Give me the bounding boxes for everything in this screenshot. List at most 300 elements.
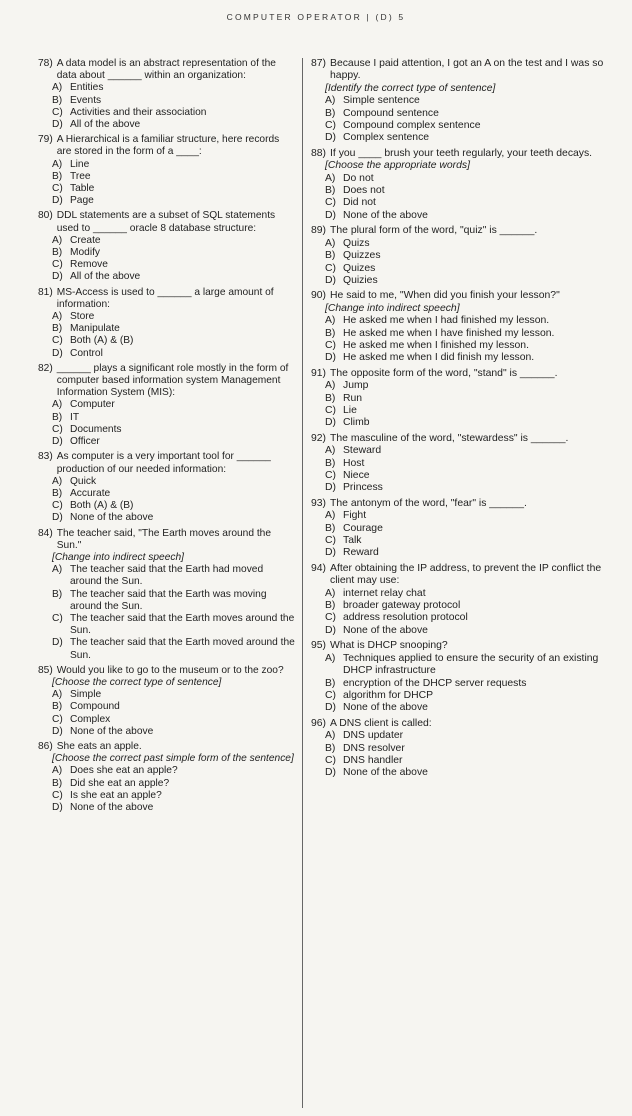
option-label: C) — [52, 259, 63, 271]
option-item — [38, 564, 296, 588]
option-list — [311, 238, 611, 288]
option-item — [38, 119, 296, 131]
option-item — [38, 726, 296, 738]
question-text: A DNS client is called: — [330, 717, 432, 729]
column-divider — [302, 58, 303, 1108]
option-list — [38, 765, 296, 814]
option-label: C) — [52, 106, 63, 118]
option-text: Both (A) & (B) — [70, 500, 134, 512]
option-item — [38, 589, 296, 613]
option-label: D) — [52, 637, 63, 649]
option-text: He asked me when I finished my lesson. — [343, 339, 529, 351]
option-item — [311, 417, 611, 429]
option-label: D) — [52, 271, 63, 283]
option-label: D) — [52, 347, 63, 359]
option-text: Create — [70, 234, 101, 246]
option-text: He asked me when I did finish my lesson. — [343, 352, 535, 364]
option-label: D) — [52, 725, 63, 737]
option-item — [311, 767, 611, 779]
option-label: D) — [325, 547, 336, 559]
option-text: Climb — [343, 417, 370, 429]
option-item — [38, 613, 296, 637]
option-list — [38, 235, 296, 284]
option-item — [311, 173, 611, 185]
option-item — [38, 412, 296, 424]
option-item — [311, 352, 611, 364]
option-item — [38, 701, 296, 713]
option-text: Does not — [343, 185, 385, 197]
question-text: Would you like to go to the museum or to the zoo? — [56, 664, 284, 676]
option-list — [311, 315, 611, 365]
option-text: Events — [70, 94, 102, 106]
option-text: DNS handler — [343, 754, 403, 766]
question-text: If you ____ brush your teeth regularly, your teeth decays. — [330, 147, 593, 159]
option-text: Computer — [70, 399, 115, 411]
question-81 — [38, 287, 296, 360]
option-text: The teacher said that the Earth was moving around the Sun. — [70, 588, 267, 612]
option-text: Both (A) & (B) — [70, 335, 134, 347]
option-text: Techniques applied to ensure the security of an existing DHCP infrastructure — [343, 652, 599, 677]
question-instruction: [Choose the appropriate words] — [325, 160, 470, 172]
question-instruction: [Change into indirect speech] — [325, 302, 460, 314]
question-stem — [311, 290, 611, 302]
option-label: C) — [325, 404, 336, 416]
option-item — [311, 250, 611, 262]
option-item — [311, 393, 611, 405]
option-label: D) — [325, 274, 336, 286]
option-label: A) — [52, 82, 63, 94]
option-item — [38, 323, 296, 335]
option-text: None of the above — [343, 209, 428, 221]
question-92 — [311, 433, 611, 495]
option-item — [311, 523, 611, 535]
option-label: A) — [52, 234, 63, 246]
option-item — [311, 275, 611, 287]
option-label: B) — [325, 600, 336, 612]
question-stem — [311, 718, 611, 730]
page-header: COMPUTER OPERATOR | (D) 5 — [226, 12, 406, 22]
option-text: Accurate — [70, 487, 111, 499]
question-number: 87) — [311, 58, 327, 69]
option-label: A) — [52, 158, 63, 170]
option-item — [311, 315, 611, 327]
option-item — [38, 512, 296, 524]
question-stem — [38, 210, 296, 234]
option-label: D) — [325, 702, 336, 714]
option-label: B) — [52, 94, 63, 106]
option-label: C) — [52, 713, 63, 725]
option-item — [38, 259, 296, 271]
option-label: B) — [325, 742, 336, 754]
option-item — [311, 238, 611, 250]
option-text: Courage — [343, 522, 383, 534]
question-text: The opposite form of the word, "stand" is ______. — [330, 367, 558, 379]
option-text: None of the above — [343, 767, 428, 779]
option-text: Does she eat an apple? — [70, 765, 178, 777]
option-item — [311, 702, 611, 714]
option-text: Table — [70, 183, 95, 195]
option-item — [38, 348, 296, 360]
option-label: A) — [325, 315, 336, 327]
option-list — [38, 564, 296, 662]
option-item — [311, 95, 611, 107]
question-instruction: [Choose the correct past simple form of the sentence] — [52, 753, 294, 765]
option-label: D) — [52, 512, 63, 524]
question-number: 88) — [311, 147, 327, 159]
question-number: 84) — [38, 527, 53, 539]
option-text: The teacher said that the Earth had moved around the Sun. — [70, 564, 264, 588]
option-item — [38, 424, 296, 436]
option-item — [311, 510, 611, 522]
option-text: Documents — [70, 423, 122, 435]
option-text: The teacher said that the Earth moves around the Sun. — [70, 612, 295, 637]
option-text: Run — [343, 392, 363, 404]
option-label: A) — [52, 765, 63, 777]
option-text: He asked me when I had finished my lesson. — [343, 315, 550, 327]
option-label: D) — [325, 417, 336, 429]
option-label: B) — [52, 323, 63, 335]
question-stem — [38, 58, 296, 82]
option-label: D) — [325, 624, 336, 636]
option-item — [38, 778, 296, 790]
option-item — [311, 470, 611, 482]
question-stem — [38, 363, 296, 400]
option-item — [311, 690, 611, 702]
question-stem — [311, 225, 611, 237]
option-item — [38, 183, 296, 195]
option-item — [38, 95, 296, 107]
option-label: B) — [325, 392, 336, 404]
option-item — [311, 185, 611, 197]
option-item — [311, 210, 611, 222]
option-text: IT — [70, 411, 80, 423]
option-item — [38, 271, 296, 283]
question-stem — [38, 451, 296, 475]
option-list — [311, 380, 611, 430]
option-list — [38, 399, 296, 448]
question-text: The teacher said, "The Earth moves around the Sun." — [56, 527, 272, 551]
option-item — [38, 790, 296, 802]
question-stem — [311, 563, 611, 588]
option-text: Control — [70, 347, 103, 359]
option-text: Host — [343, 457, 365, 469]
option-text: Quizs — [343, 237, 370, 249]
option-item — [311, 380, 611, 392]
question-number: 85) — [38, 664, 53, 676]
option-text: DNS updater — [343, 730, 404, 742]
question-stem — [38, 528, 296, 552]
option-text: Simple — [70, 689, 102, 701]
option-list — [311, 730, 611, 780]
option-text: None of the above — [70, 801, 154, 813]
option-text: Simple sentence — [343, 95, 420, 107]
option-label: C) — [325, 339, 336, 351]
option-item — [311, 132, 611, 144]
option-label: A) — [52, 564, 63, 576]
option-label: D) — [325, 767, 336, 779]
question-text: After obtaining the IP address, to prevent the IP conflict the client may use: — [330, 562, 602, 587]
option-list — [38, 159, 296, 208]
option-label: D) — [52, 436, 63, 448]
question-text: A Hierarchical is a familiar structure, here records are stored in the form of a ____: — [56, 134, 280, 158]
option-item — [311, 653, 611, 678]
option-label: C) — [52, 183, 63, 195]
option-label: B) — [325, 185, 336, 197]
option-text: Store — [70, 311, 95, 323]
option-text: Compound complex sentence — [343, 120, 481, 132]
option-label: B) — [325, 107, 336, 119]
option-item — [38, 171, 296, 183]
option-label: C) — [52, 500, 63, 512]
question-number: 89) — [311, 225, 327, 237]
option-item — [311, 458, 611, 470]
question-number: 81) — [38, 286, 53, 298]
option-text: Activities and their association — [70, 106, 207, 118]
option-label: A) — [325, 510, 336, 522]
option-label: C) — [52, 423, 63, 435]
option-label: B) — [325, 457, 336, 469]
option-item — [311, 405, 611, 417]
question-89 — [311, 225, 611, 287]
question-stem — [38, 665, 296, 677]
question-79 — [38, 134, 296, 207]
option-text: Modify — [70, 247, 101, 259]
option-item — [311, 730, 611, 742]
option-item — [38, 714, 296, 726]
option-item — [311, 678, 611, 690]
option-label: A) — [52, 399, 63, 411]
option-label: C) — [325, 754, 336, 766]
option-text: Did not — [343, 197, 376, 209]
option-label: A) — [325, 730, 336, 742]
option-text: Entities — [70, 82, 104, 94]
option-item — [311, 120, 611, 132]
question-95 — [311, 640, 611, 714]
question-text: The masculine of the word, "stewardess" is ______. — [330, 432, 569, 444]
question-text: The plural form of the word, "quiz" is ______. — [330, 225, 538, 237]
option-label: C) — [52, 335, 63, 347]
option-item — [311, 328, 611, 340]
question-86 — [38, 741, 296, 814]
option-label: B) — [325, 522, 336, 534]
question-number: 86) — [38, 740, 53, 752]
option-label: A) — [325, 95, 336, 107]
option-text: Talk — [343, 535, 362, 547]
option-label: D) — [325, 132, 336, 144]
option-item — [38, 195, 296, 207]
question-text: The antonym of the word, "fear" is ______. — [330, 497, 527, 509]
option-item — [38, 488, 296, 500]
question-text: ______ plays a significant role mostly in the form of computer based information system Management Information System (MIS): — [56, 362, 289, 399]
option-label: A) — [52, 475, 63, 487]
option-item — [38, 802, 296, 814]
option-label: A) — [325, 445, 336, 457]
question-93 — [311, 498, 611, 560]
option-label: B) — [52, 777, 63, 789]
option-text: address resolution protocol — [343, 612, 468, 624]
option-list — [311, 445, 611, 495]
option-text: Line — [70, 158, 90, 170]
option-text: None of the above — [70, 725, 154, 737]
option-list — [311, 653, 611, 715]
question-91 — [311, 368, 611, 430]
option-label: B) — [52, 487, 63, 499]
question-stem — [311, 498, 611, 510]
option-item — [311, 445, 611, 457]
option-label: C) — [325, 470, 336, 481]
option-text: Jump — [343, 380, 369, 392]
option-text: Complex sentence — [343, 132, 430, 144]
option-label: B) — [52, 170, 63, 182]
option-label: C) — [325, 535, 336, 547]
option-label: D) — [52, 801, 63, 813]
question-number: 91) — [311, 367, 327, 379]
question-96 — [311, 718, 611, 780]
option-label: A) — [325, 237, 336, 249]
question-number: 94) — [311, 562, 327, 574]
question-stem — [311, 58, 611, 83]
question-number: 80) — [38, 210, 53, 222]
question-number: 93) — [311, 497, 327, 509]
question-number: 95) — [311, 640, 327, 652]
option-item — [311, 612, 611, 624]
question-stem — [311, 433, 611, 445]
option-text: Manipulate — [70, 323, 120, 335]
option-item — [38, 399, 296, 411]
option-label: D) — [52, 119, 63, 131]
option-text: Princess — [343, 482, 383, 494]
question-number: 90) — [311, 290, 327, 302]
option-list — [311, 95, 611, 145]
option-text: Compound sentence — [343, 107, 439, 119]
option-item — [38, 637, 296, 661]
option-text: broader gateway protocol — [343, 600, 461, 612]
question-84 — [38, 528, 296, 662]
question-number: 78) — [38, 58, 53, 69]
option-label: A) — [325, 652, 336, 664]
option-list — [38, 689, 296, 738]
option-text: Steward — [343, 445, 382, 457]
option-label: A) — [325, 172, 336, 184]
left-column — [38, 58, 296, 817]
option-item — [311, 340, 611, 352]
option-item — [38, 335, 296, 347]
option-list — [311, 510, 611, 560]
question-stem — [38, 287, 296, 311]
option-label: C) — [325, 689, 336, 701]
question-instruction: [Identify the correct type of sentence] — [325, 82, 496, 94]
option-label: A) — [52, 311, 63, 323]
question-text: MS-Access is used to ______ a large amount of information: — [56, 286, 274, 310]
question-text: He said to me, "When did you finish your lesson?" — [330, 290, 560, 302]
question-85 — [38, 665, 296, 738]
question-text: A data model is an abstract representation of the data about ______ within an organization: — [56, 58, 276, 82]
option-label: B) — [325, 327, 336, 339]
option-item — [38, 765, 296, 777]
option-text: Quick — [70, 475, 97, 487]
option-item — [38, 107, 296, 119]
option-label: D) — [325, 352, 336, 364]
option-text: Reward — [343, 547, 379, 559]
option-label: C) — [52, 612, 63, 624]
option-label: A) — [325, 587, 336, 599]
option-item — [311, 625, 611, 637]
option-text: Lie — [343, 404, 357, 416]
question-number: 92) — [311, 432, 327, 444]
option-text: Remove — [70, 259, 108, 271]
option-item — [38, 500, 296, 512]
option-text: algorithm for DHCP — [343, 689, 434, 701]
option-text: Compound — [70, 701, 120, 713]
question-number: 83) — [38, 451, 53, 463]
question-instruction: [Choose the correct type of sentence] — [52, 676, 222, 688]
question-stem — [38, 134, 296, 158]
option-item — [311, 482, 611, 494]
question-stem — [311, 148, 611, 160]
option-text: Is she eat an apple? — [70, 789, 162, 801]
option-item — [311, 535, 611, 547]
option-text: Tree — [70, 170, 91, 182]
option-text: encryption of the DHCP server requests — [343, 677, 527, 689]
option-item — [311, 547, 611, 559]
option-text: Complex — [70, 713, 111, 725]
option-text: Quizes — [343, 262, 376, 274]
option-label: B) — [52, 588, 63, 600]
option-item — [38, 311, 296, 323]
option-label: B) — [325, 250, 336, 262]
option-text: All of the above — [70, 271, 141, 283]
option-label: C) — [325, 262, 336, 274]
option-item — [311, 197, 611, 209]
option-text: The teacher said that the Earth moved around the Sun. — [70, 637, 295, 661]
option-label: A) — [325, 380, 336, 392]
option-text: Fight — [343, 510, 367, 522]
question-90 — [311, 290, 611, 364]
question-text: DDL statements are a subset of SQL statements used to ______ oracle 8 database structure: — [56, 210, 276, 234]
question-88 — [311, 148, 611, 222]
question-78 — [38, 58, 296, 131]
option-text: None of the above — [343, 702, 428, 714]
option-text: None of the above — [343, 624, 428, 636]
question-number: 96) — [311, 717, 327, 729]
option-text: Officer — [70, 436, 100, 448]
option-item — [311, 743, 611, 755]
option-list — [311, 173, 611, 223]
question-text: What is DHCP snooping? — [330, 640, 448, 652]
option-label: B) — [325, 677, 336, 689]
option-list — [311, 588, 611, 638]
option-text: Niece — [343, 470, 370, 481]
option-item — [38, 476, 296, 488]
option-label: D) — [325, 209, 336, 221]
question-text: She eats an apple. — [56, 740, 142, 752]
option-text: Page — [70, 195, 94, 207]
option-label: C) — [52, 789, 63, 801]
question-80 — [38, 210, 296, 283]
option-item — [38, 82, 296, 94]
question-number: 82) — [38, 362, 53, 374]
option-item — [38, 436, 296, 448]
question-number: 79) — [38, 134, 53, 146]
question-text: Because I paid attention, I got an A on the test and I was so happy. — [330, 58, 604, 82]
question-instruction: [Change into indirect speech] — [52, 551, 184, 563]
option-item — [311, 600, 611, 612]
option-item — [38, 159, 296, 171]
option-item — [311, 755, 611, 767]
option-list — [38, 311, 296, 360]
question-87 — [311, 58, 611, 145]
option-item — [38, 235, 296, 247]
